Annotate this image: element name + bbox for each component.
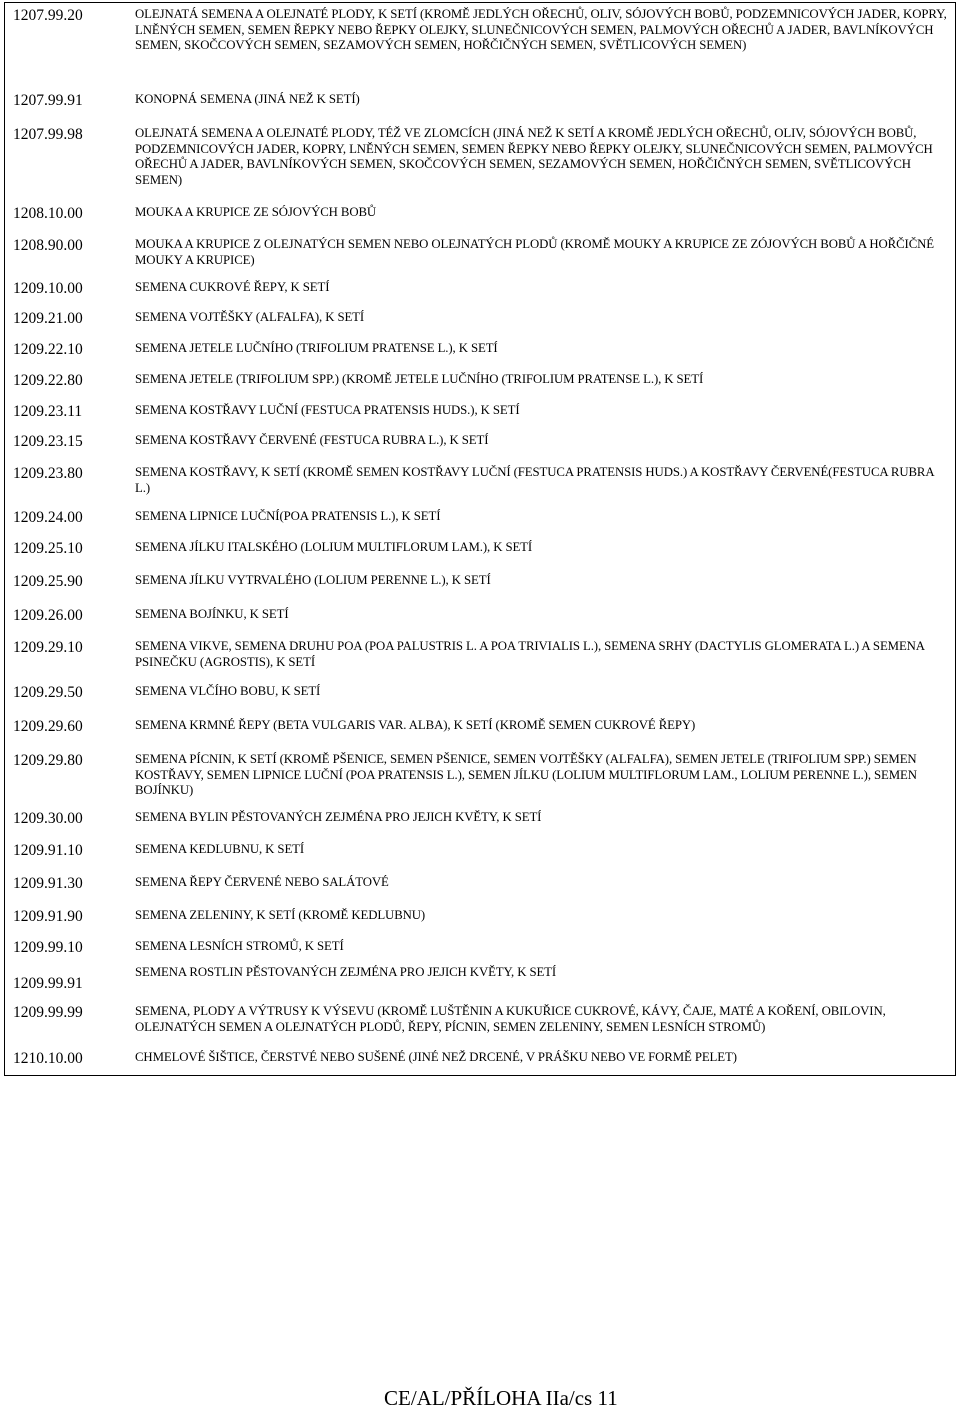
row-code: 1209.91.30 <box>13 875 83 892</box>
row-code: 1209.26.00 <box>13 607 83 624</box>
table-row <box>5 202 955 234</box>
table-row <box>5 234 955 276</box>
row-description: SEMENA ROSTLIN PĚSTOVANÝCH ZEJMÉNA PRO JEJICH KVĚTY, K SETÍ <box>135 965 557 979</box>
row-code: 1209.91.10 <box>13 842 83 859</box>
table-row <box>5 430 955 462</box>
row-code: 1209.91.90 <box>13 908 83 925</box>
table-row <box>5 604 955 636</box>
row-description: MOUKA A KRUPICE Z OLEJNATÝCH SEMEN NEBO OLEJNATÝCH PLODŮ (KROMĚ MOUKY A KRUPICE ZE ZÓJOVÝCH BOBŮ A HOŘČIČNÉ MOUKY A KRUPICE) <box>135 237 934 267</box>
row-description: SEMENA ZELENINY, K SETÍ (KROMĚ KEDLUBNU) <box>135 908 426 922</box>
tariff-table <box>4 2 956 1076</box>
row-description: SEMENA JETELE LUČNÍHO (TRIFOLIUM PRATENSE L.), K SETÍ <box>135 341 498 355</box>
table-row <box>5 570 955 604</box>
row-code: 1209.22.10 <box>13 341 83 358</box>
row-description: SEMENA BOJÍNKU, K SETÍ <box>135 607 289 621</box>
row-code: 1209.29.10 <box>13 639 83 656</box>
row-code: 1207.99.91 <box>13 92 83 109</box>
row-description: SEMENA LIPNICE LUČNÍ(POA PRATENSIS L.), K SETÍ <box>135 509 441 523</box>
table-row <box>5 1001 955 1047</box>
table-row <box>5 681 955 715</box>
row-description: SEMENA LESNÍCH STROMŮ, K SETÍ <box>135 939 344 953</box>
table-row <box>5 338 955 369</box>
table-row <box>5 872 955 905</box>
table-row <box>5 749 955 807</box>
row-description: SEMENA VOJTĚŠKY (ALFALFA), K SETÍ <box>135 310 365 324</box>
row-description: SEMENA BYLIN PĚSTOVANÝCH ZEJMÉNA PRO JEJICH KVĚTY, K SETÍ <box>135 810 542 824</box>
row-code: 1209.24.00 <box>13 509 83 526</box>
row-code: 1209.10.00 <box>13 280 83 297</box>
row-description: SEMENA, PLODY A VÝTRUSY K VÝSEVU (KROMĚ LUŠTĚNIN A KUKUŘICE CUKROVÉ, KÁVY, ČAJE, MATÉ A KOŘENÍ, OBILOVIN, OLEJNATÝCH SEMEN A OLEJNATÝCH PLODŮ, ŘEPY, PÍCNIN, SEMEN ZELENINY, SEMEN LESNÍCH STROMŮ) <box>135 1004 886 1034</box>
row-description: SEMENA JETELE (TRIFOLIUM SPP.) (KROMĚ JETELE LUČNÍHO (TRIFOLIUM PRATENSE L.), K SETÍ <box>135 372 704 386</box>
table-row <box>5 961 955 1001</box>
row-code: 1209.99.10 <box>13 939 83 956</box>
row-code: 1210.10.00 <box>13 1050 83 1067</box>
row-code: 1207.99.20 <box>13 7 83 24</box>
row-description: MOUKA A KRUPICE ZE SÓJOVÝCH BOBŮ <box>135 205 377 219</box>
row-description: OLEJNATÁ SEMENA A OLEJNATÉ PLODY, TÉŽ VE ZLOMCÍCH (JINÁ NEŽ K SETÍ A KROMĚ JEDLÝCH OŘECHŮ, OLIV, SÓJOVÝCH BOBŮ, PODZEMNICOVÝCH JADER, KOPRY, LNĚNÝCH SEMEN, SEMEN ŘEPKY NEBO ŘEPKY OLEJKY, SLUNEČNICOVÝCH SEMEN, PALMOVÝCH OŘECHŮ A JADER, BAVLNÍKOVÝCH SEMEN, SKOČCOVÝCH SEMEN, SEZAMOVÝCH SEMEN, HOŘČIČNÝCH SEMEN, SVĚTLICOVÝCH SEMEN) <box>135 126 933 187</box>
row-description: SEMENA PÍCNIN, K SETÍ (KROMĚ PŠENICE, SEMEN PŠENICE, SEMEN VOJTĚŠKY (ALFALFA), SEMEN JETELE (TRIFOLIUM SPP.) SEMEN KOSTŘAVY, SEMEN LIPNICE LUČNÍ (POA PRATENSIS L.), SEMEN JÍLKU (LOLIUM MULTIFLORUM LAM., LOLIUM PERENNE L.), SEMEN BOJÍNKU) <box>135 752 917 797</box>
page-footer: CE/AL/PŘÍLOHA IIa/cs 11 <box>384 1386 618 1410</box>
table-row <box>5 905 955 937</box>
table-row <box>5 715 955 749</box>
table-row <box>5 937 955 961</box>
row-description: SEMENA VIKVE, SEMENA DRUHU POA (POA PALUSTRIS L. A POA TRIVIALIS L.), SEMENA SRHY (DACTYLIS GLOMERATA L.) A SEMENA PSINEČKU (AGROSTIS), K SETÍ <box>135 639 925 669</box>
table-row <box>5 400 955 430</box>
row-description: SEMENA KRMNÉ ŘEPY (BETA VULGARIS VAR. ALBA), K SETÍ (KROMĚ SEMEN CUKROVÉ ŘEPY) <box>135 718 696 732</box>
row-code: 1208.90.00 <box>13 237 83 254</box>
row-description: KONOPNÁ SEMENA (JINÁ NEŽ K SETÍ) <box>135 92 360 106</box>
table-row <box>5 537 955 570</box>
row-code: 1209.29.80 <box>13 752 83 769</box>
row-description: OLEJNATÁ SEMENA A OLEJNATÉ PLODY, K SETÍ (KROMĚ JEDLÝCH OŘECHŮ, OLIV, SÓJOVÝCH BOBŮ, PODZEMNICOVÝCH JADER, KOPRY, LNĚNÝCH SEMEN, SEMEN ŘEPKY NEBO ŘEPKY OLEJKY, SLUNEČNICOVÝCH SEMEN, PALMOVÝCH OŘECHŮ A JADER, BAVLNÍKOVÝCH SEMEN, SKOČCOVÝCH SEMEN, SEZAMOVÝCH SEMEN, HOŘČIČNÝCH SEMEN, SVĚTLICOVÝCH SEMEN) <box>135 7 947 52</box>
row-description: SEMENA CUKROVÉ ŘEPY, K SETÍ <box>135 280 330 294</box>
row-description: SEMENA KOSTŘAVY LUČNÍ (FESTUCA PRATENSIS HUDS.), K SETÍ <box>135 403 520 417</box>
table-row <box>5 636 955 681</box>
table-row <box>5 1047 955 1075</box>
table-row <box>5 307 955 338</box>
row-description: SEMENA VLČÍHO BOBU, K SETÍ <box>135 684 321 698</box>
row-description: SEMENA ŘEPY ČERVENÉ NEBO SALÁTOVÉ <box>135 875 389 889</box>
row-code: 1209.25.10 <box>13 540 83 557</box>
row-description: SEMENA JÍLKU VYTRVALÉHO (LOLIUM PERENNE L.), K SETÍ <box>135 573 491 587</box>
row-code: 1209.23.11 <box>13 403 83 420</box>
row-code: 1209.22.80 <box>13 372 83 389</box>
row-code: 1209.23.15 <box>13 433 83 450</box>
row-code: 1209.23.80 <box>13 465 83 482</box>
table-row <box>5 276 955 307</box>
row-description: SEMENA KEDLUBNU, K SETÍ <box>135 842 305 856</box>
row-code: 1209.30.00 <box>13 810 83 827</box>
table-row <box>5 506 955 537</box>
row-description: SEMENA KOSTŘAVY ČERVENÉ (FESTUCA RUBRA L.), K SETÍ <box>135 433 489 447</box>
row-code: 1208.10.00 <box>13 205 83 222</box>
row-code: 1207.99.98 <box>13 126 83 143</box>
row-code: 1209.29.60 <box>13 718 83 735</box>
table-row <box>5 3 955 88</box>
row-description: SEMENA JÍLKU ITALSKÉHO (LOLIUM MULTIFLORUM LAM.), K SETÍ <box>135 540 533 554</box>
row-code: 1209.21.00 <box>13 310 83 327</box>
row-code: 1209.99.99 <box>13 1004 83 1021</box>
row-code: 1209.25.90 <box>13 573 83 590</box>
table-row <box>5 807 955 839</box>
table-row <box>5 88 955 122</box>
row-description: CHMELOVÉ ŠIŠTICE, ČERSTVÉ NEBO SUŠENÉ (JINÉ NEŽ DRCENÉ, V PRÁŠKU NEBO VE FORMĚ PELET) <box>135 1050 737 1064</box>
table-row <box>5 839 955 872</box>
table-row <box>5 369 955 400</box>
table-row <box>5 122 955 202</box>
row-code: 1209.99.91 <box>13 975 83 992</box>
row-code: 1209.29.50 <box>13 684 83 701</box>
row-description: SEMENA KOSTŘAVY, K SETÍ (KROMĚ SEMEN KOSTŘAVY LUČNÍ (FESTUCA PRATENSIS HUDS.) A KOSTŘAVY ČERVENÉ(FESTUCA RUBRA L.) <box>135 465 934 495</box>
table-row <box>5 462 955 506</box>
